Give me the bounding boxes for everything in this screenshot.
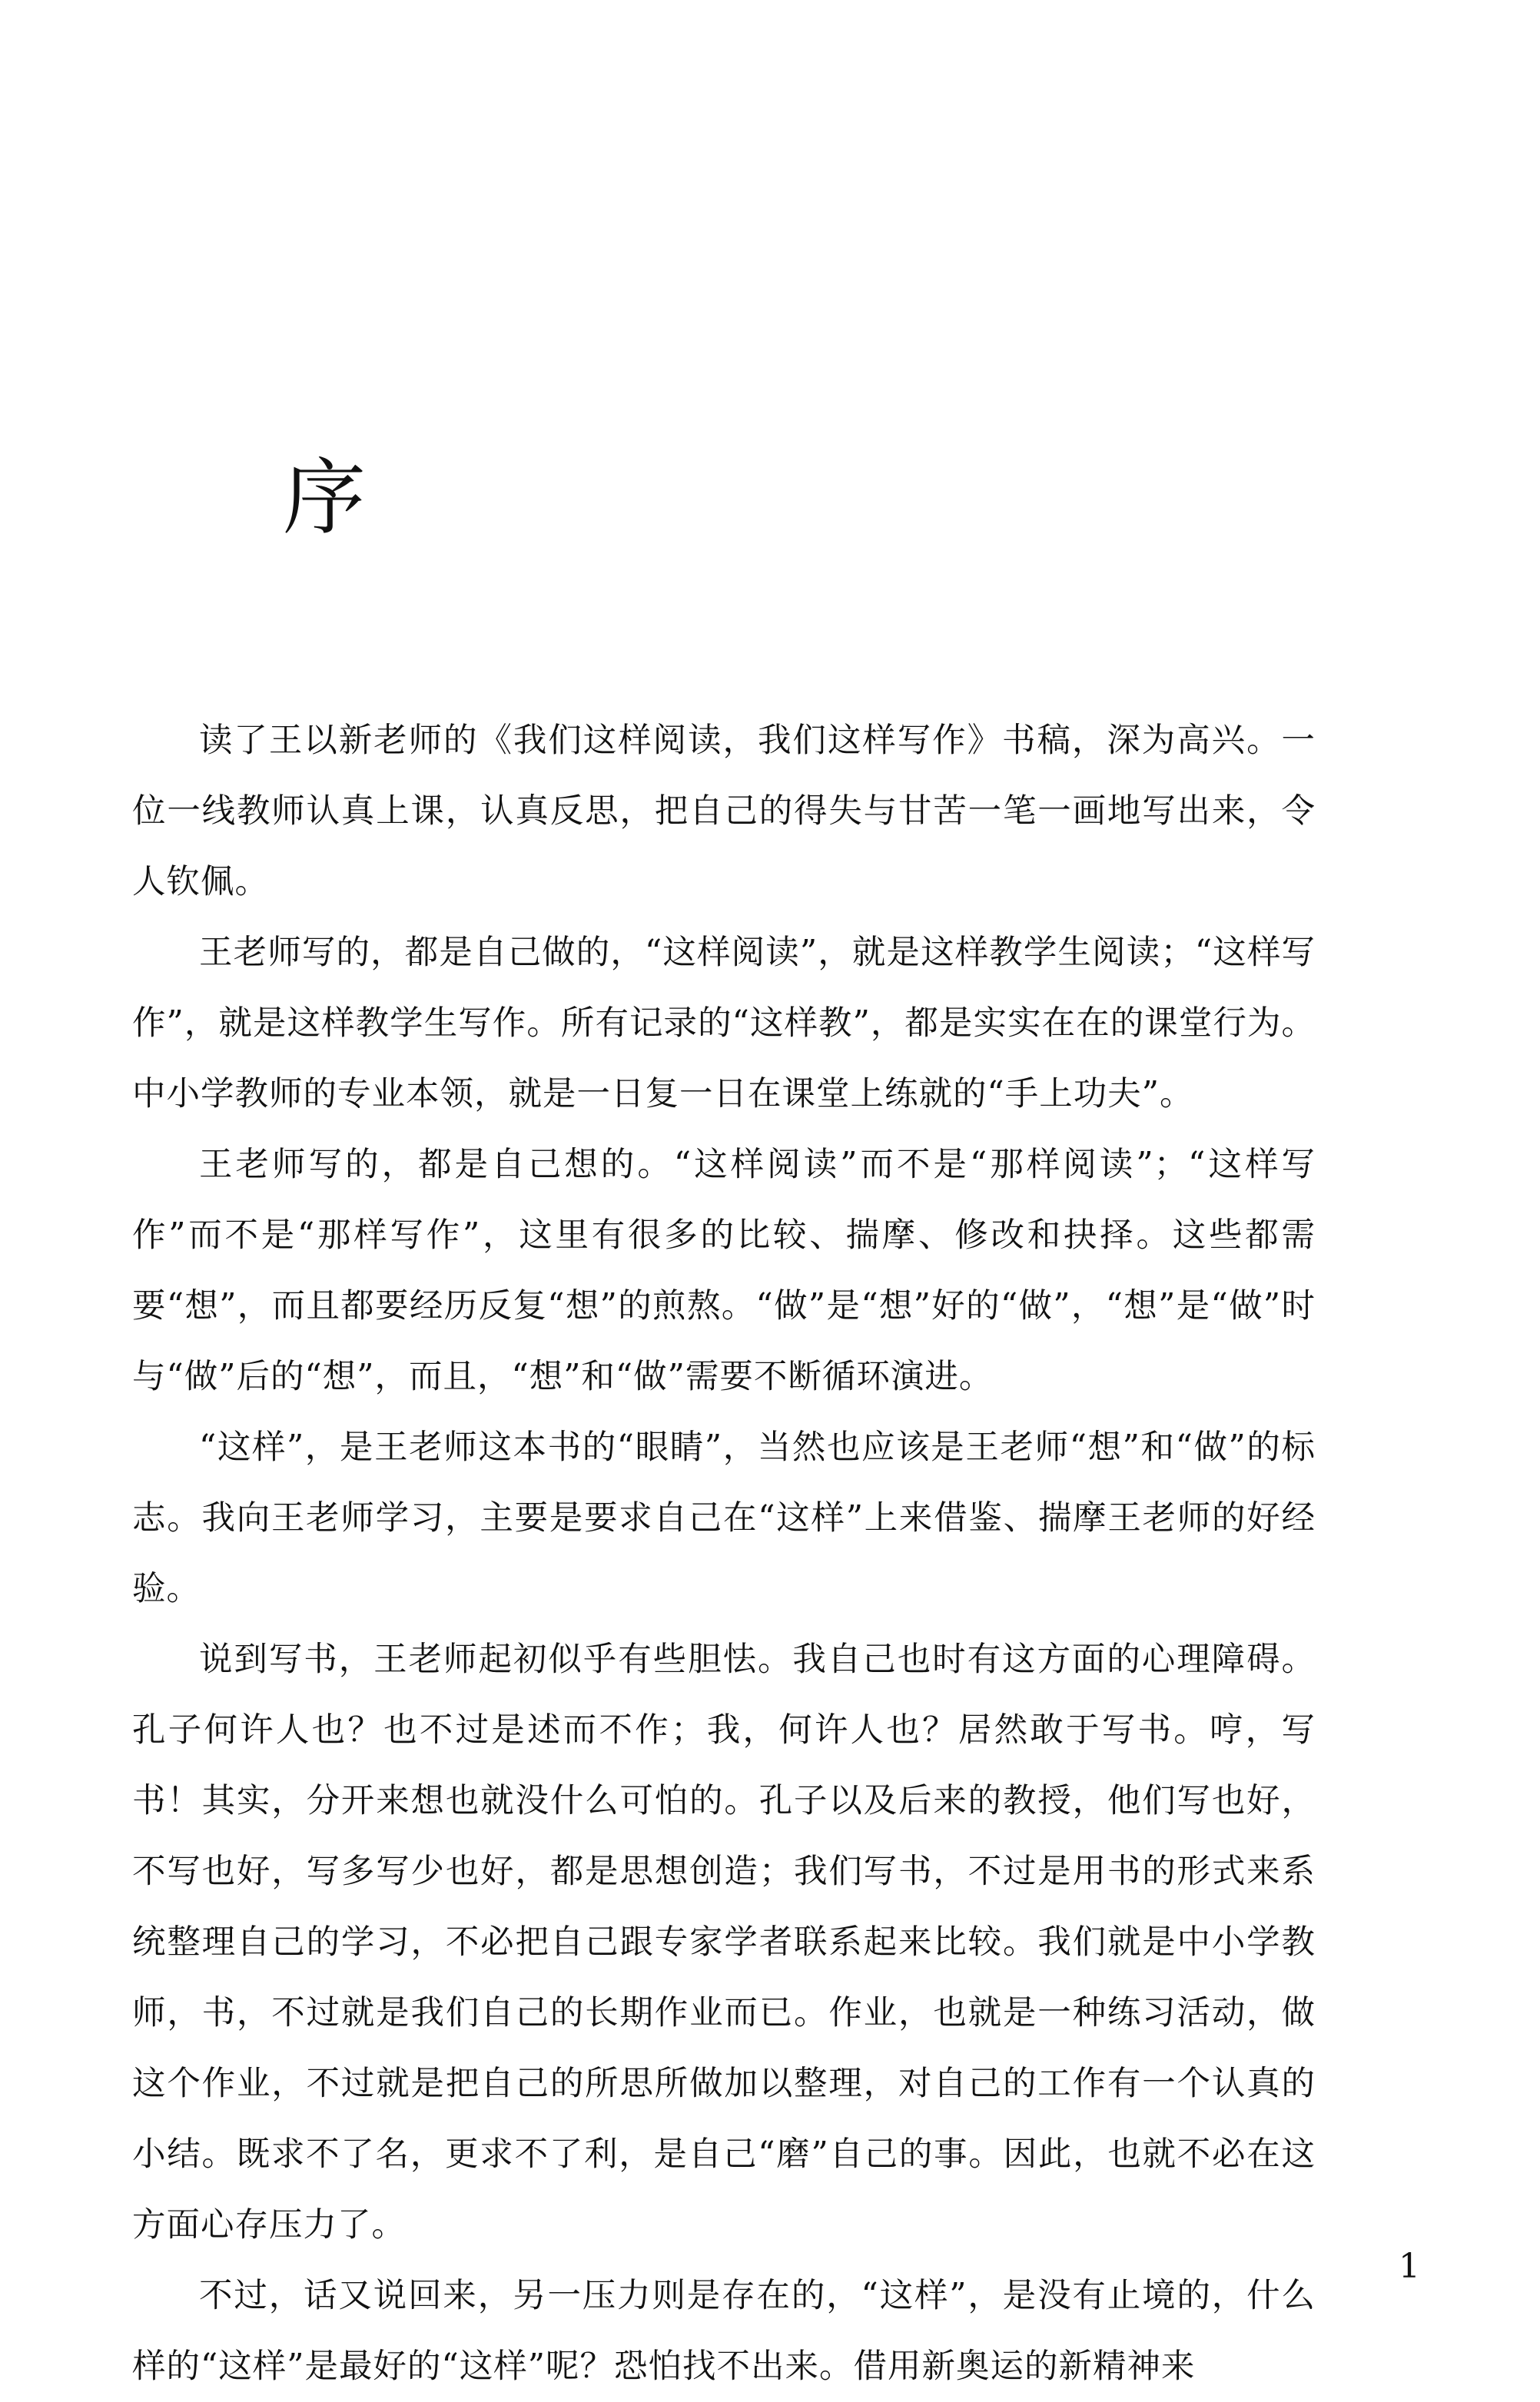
page-number: 1 xyxy=(1399,2247,1420,2286)
paragraph: 说到写书，王老师起初似乎有些胆怯。我自己也时有这方面的心理障碍。孔子何许人也？也不过是述而不作；我，何许人也？居然敢于写书。哼，写书！其实，分开来想也就没什么可怕的。孔子以及后来的教授，他们写也好，不写也好，写多写少也好，都是思想创造；我们写书，不过是用书的形式来系统整理自己的学习，不必把自己跟专家学者联系起来比较。我们就是中小学教师，书，不过就是我们自己的长期作业而已。作业，也就是一种练习活动，做这个作业，不过就是把自己的所思所做加以整理，对自己的工作有一个认真的小结。既求不了名，更求不了利，是自己“磨”自己的事。因此，也就不必在这方面心存压力了。 xyxy=(132,1641,1316,2244)
paragraph: “这样”，是王老师这本书的“眼睛”，当然也应该是王老师“想”和“做”的标志。我向王老师学习，主要是要求自己在“这样”上来借鉴、揣摩王老师的好经验。 xyxy=(132,1428,1316,1608)
paragraph: 王老师写的，都是自己做的，“这样阅读”，就是这样教学生阅读；“这样写作”，就是这样教学生写作。所有记录的“这样教”，都是实实在在的课堂行为。中小学教师的专业本领，就是一日复一日在课堂上练就的“手上功夫”。 xyxy=(132,934,1316,1113)
chapter-title: 序 xyxy=(283,450,367,546)
paragraph: 读了王以新老师的《我们这样阅读，我们这样写作》书稿，深为高兴。一位一线教师认真上课，认真反思，把自己的得失与甘苦一笔一画地写出来，令人钦佩。 xyxy=(132,722,1316,901)
body-text xyxy=(132,705,1316,2402)
paragraph: 王老师写的，都是自己想的。“这样阅读”而不是“那样阅读”；“这样写作”而不是“那样写作”，这里有很多的比较、揣摩、修改和抉择。这些都需要“想”，而且都要经历反复“想”的煎熬。“做”是“想”好的“做”，“想”是“做”时与“做”后的“想”，而且，“想”和“做”需要不断循环演进。 xyxy=(132,1146,1316,1396)
paragraph: 不过，话又说回来，另一压力则是存在的，“这样”，是没有止境的，什么样的“这样”是最好的“这样”呢？恐怕找不出来。借用新奥运的新精神来 xyxy=(132,2277,1316,2386)
